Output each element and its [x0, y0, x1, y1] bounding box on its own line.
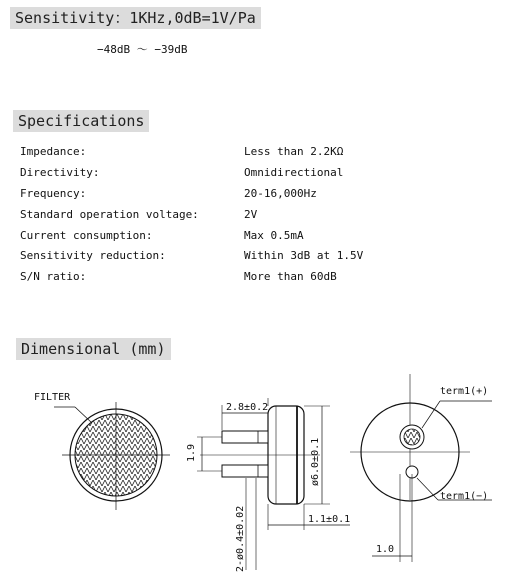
spec-value: Less than 2.2KΩ: [244, 145, 344, 158]
term-positive-label: term1(+): [440, 386, 489, 397]
sensitivity-heading: Sensitivity：1KHz,0dB=1V/Pa: [10, 7, 261, 29]
dim-diameter-label: ø6.0±0.1: [310, 437, 321, 486]
front-view: [34, 392, 170, 510]
spec-value: 2V: [244, 208, 258, 221]
spec-value: More than 60dB: [244, 270, 337, 283]
side-view: [186, 398, 350, 572]
dim-top-label: 2.8±0.2: [226, 402, 269, 413]
dim-pin-dia-label: 2-ø0.4±0.02: [235, 505, 246, 572]
spec-label: Directivity:: [20, 166, 100, 179]
specifications-heading: Specifications: [13, 110, 149, 132]
dim-pin-spacing-label: 1.9: [186, 443, 197, 462]
back-view: [350, 374, 492, 562]
spec-value: Max 0.5mA: [244, 229, 304, 242]
spec-label: Current consumption:: [20, 229, 153, 242]
spec-label: Frequency:: [20, 187, 87, 200]
spec-label: Standard operation voltage:: [20, 208, 199, 221]
sensitivity-range: −48dB ～ −39dB: [97, 43, 188, 56]
spec-value: 20-16,000Hz: [244, 187, 317, 200]
spec-label: Sensitivity reduction:: [20, 249, 166, 262]
dim-height-label: 1.1±0.1: [308, 514, 351, 525]
dimensional-heading: Dimensional (mm): [16, 338, 171, 360]
filter-label: FILTER: [34, 392, 71, 403]
spec-value: Within 3dB at 1.5V: [244, 249, 364, 262]
spec-label: Impedance:: [20, 145, 87, 158]
dim-offset-label: 1.0: [376, 544, 395, 555]
term-negative-label: term1(−): [440, 491, 489, 502]
spec-label: S/N ratio:: [20, 270, 87, 283]
spec-value: Omnidirectional: [244, 166, 344, 179]
